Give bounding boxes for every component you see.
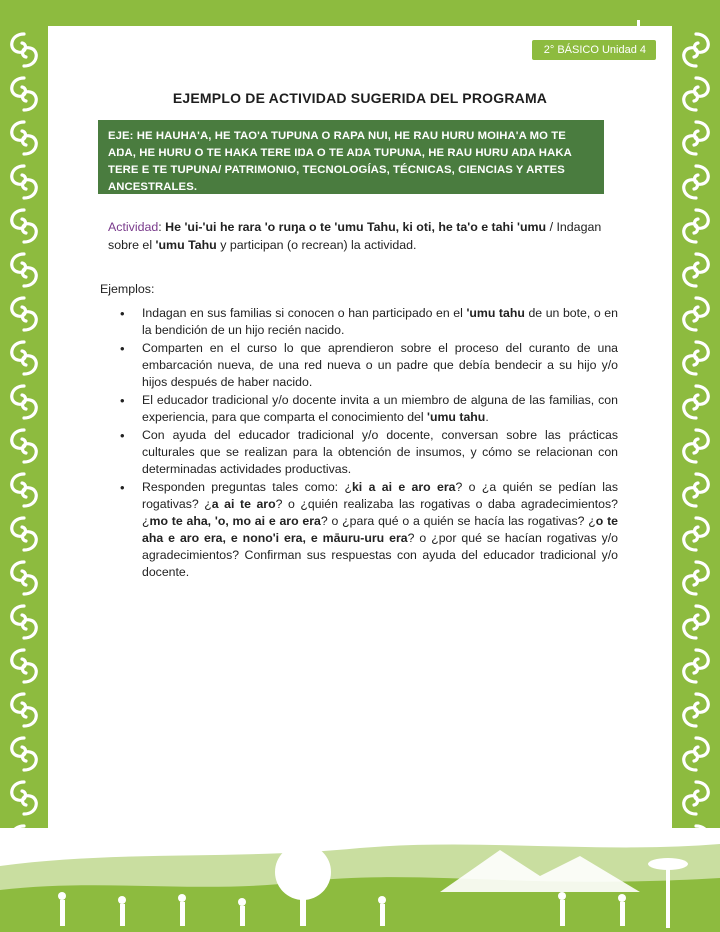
list-item: • Responden preguntas tales como: ¿ki a ai e aro era? o ¿a quién se pedían las rogativas? ¿a ai te aro? o ¿quién realizaba las rogativas o daba agradecimientos? ¿mo te aha, 'o, mo ai e aro era? o ¿para qué o a quién se hacía las rogativas? ¿o te aha e aro era, e nono'i era, e māuru-uru era? o ¿por qué se hacían rogativas y/o agradecimientos? Confirman sus respuestas con ayuda del educador tradicional y/o docente. bbox=[120, 479, 618, 581]
footer-birds-icon bbox=[360, 827, 404, 837]
footer-landscape-illustration bbox=[0, 820, 720, 932]
list-item: • Indagan en sus familias si conocen o han participado en el 'umu tahu de un bote, o en la bendición de un hijo recién nacido. bbox=[120, 305, 618, 339]
list-item: • Comparten en el curso lo que aprendieron sobre el proceso del curanto de una embarcación nueva, de una red nueva o un padre que debía bendecir a su hijo y/o hijos después de haber nacido. bbox=[120, 340, 618, 391]
right-spiral-pattern-icon bbox=[672, 28, 720, 828]
right-decorative-border bbox=[672, 28, 720, 828]
activity-rapanui-title: He 'ui-'ui he rara 'o ruŋa o te 'umu Tahu, ki oti, he ta'o e tahi 'umu bbox=[165, 220, 547, 234]
left-decorative-border bbox=[0, 28, 48, 828]
list-item: • Con ayuda del educador tradicional y/o docente, conversan sobre las prácticas culturales que se realizan para la obtención de insumos, y cómo se relacionan con determinadas actividades productivas. bbox=[120, 427, 618, 478]
activity-colon: : bbox=[158, 220, 166, 234]
page-title: EJEMPLO DE ACTIVIDAD SUGERIDA DEL PROGRAMA bbox=[172, 90, 548, 106]
examples-label: Ejemplos: bbox=[100, 282, 155, 296]
activity-paragraph bbox=[108, 218, 618, 254]
activity-label: Actividad bbox=[108, 220, 159, 234]
unit-badge: 2° BÁSICO Unidad 4 bbox=[532, 40, 656, 60]
activity-rest: y participan (o recrean) la actividad. bbox=[216, 238, 417, 252]
left-spiral-pattern-icon bbox=[0, 28, 48, 828]
activity-bold-term: 'umu Tahu bbox=[155, 238, 217, 252]
activity-separator: / Indagan sobre el bbox=[108, 220, 602, 252]
list-item: • El educador tradicional y/o docente invita a un miembro de alguna de las familias, con experiencia, para que comparta el conocimiento del 'umu tahu. bbox=[120, 392, 618, 426]
badge-divider-tick bbox=[637, 20, 640, 42]
examples-list bbox=[120, 305, 618, 582]
eje-box: EJE: HE HAUHA'A, HE TAO'A TUPUNA O RAPA NUI, HE RAU HURU MOIHA'A MO TE AŊA, HE HURU O TE HAKA TERE IŊA O TE AŊA TUPUNA, HE RAU HURU AŊA HAKA TERE E TE TUPUNA/ PATRIMONIO, TECNOLOGÍAS, TÉCNICAS, CIENCIAS Y ARTES ANCESTRALES. bbox=[98, 120, 604, 194]
